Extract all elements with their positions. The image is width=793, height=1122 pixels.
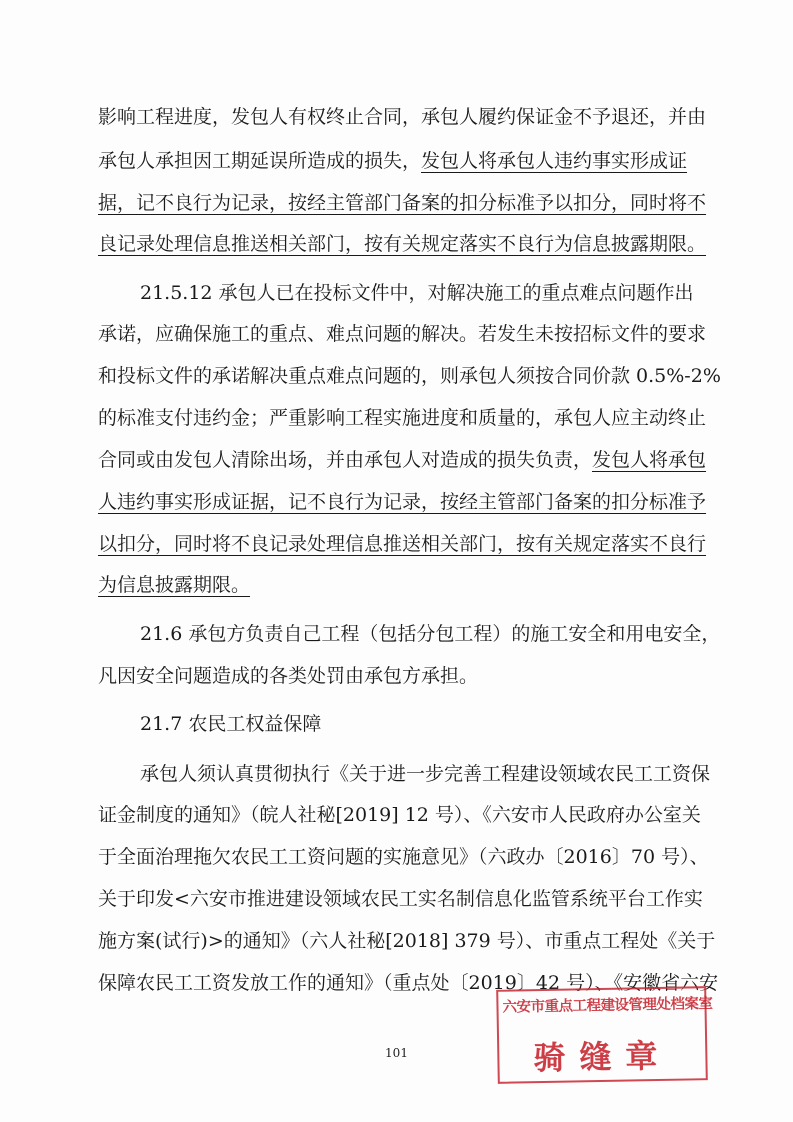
text-line-underlined: 为信息披露期限。 — [98, 574, 251, 596]
text-line: 关于印发<六安市推进建设领域农民工实名制信息化监管系统平台工作实 — [98, 888, 703, 910]
seal-stamp — [496, 986, 713, 1084]
section-heading: 21.7 农民工权益保障 — [140, 713, 322, 735]
text-line: 施方案(试行)>的通知》（六人社秘[2018] 379 号）、市重点工程处《关于 — [98, 930, 716, 952]
text-line-underlined: 以扣分，同时将不良记录处理信息推送相关部门，按有关规定落实不良行 — [98, 533, 707, 555]
text-line: 和投标文件的承诺解决重点难点问题的，则承包人须按合同价款 0.5%-2% — [98, 365, 721, 387]
text-line-underlined: 据，记不良行为记录，按经主管部门备案的扣分标准予以扣分，同时将不 — [98, 192, 707, 214]
text-line: 的标准支付违约金；严重影响工程实施进度和质量的，承包人应主动终止 — [98, 407, 707, 429]
text-line: 证金制度的通知》（皖人社秘[2019] 12 号）、《六安市人民政府办公室关 — [98, 804, 701, 826]
text-line-underlined: 良记录处理信息推送相关部门，按有关规定落实不良行为信息披露期限。 — [98, 233, 707, 255]
page-number: 101 — [385, 1046, 408, 1060]
text-line: 保障农民工工资发放工作的通知》（重点处〔2019〕42 号）、《安徽省六安 — [98, 972, 719, 994]
text-line: 合同或由发包人清除出场，并由承包人对造成的损失负责，发包人将承包 — [98, 449, 707, 471]
paragraph-start: 21.6 承包方负责自己工程（包括分包工程）的施工安全和用电安全， — [140, 623, 721, 645]
text-line-underlined: 人违约事实形成证据，记不良行为记录，按经主管部门备案的扣分标准予 — [98, 491, 707, 513]
text-line: 承包人承担因工期延误所造成的损失，发包人将承包人违约事实形成证 — [98, 150, 688, 172]
text-line: 承诺，应确保施工的重点、难点问题的解决。若发生未按招标文件的要求 — [98, 323, 707, 345]
text-line: 于全面治理拖欠农民工工资问题的实施意见》（六政办〔2016〕70 号）、 — [98, 846, 709, 868]
stamp-label: 骑缝章 — [533, 1036, 672, 1078]
text-line: 影响工程进度，发包人有权终止合同，承包人履约保证金不予退还，并由 — [98, 106, 707, 128]
paragraph-start: 承包人须认真贯彻执行《关于进一步完善工程建设领域农民工工资保 — [140, 763, 711, 785]
text-line: 凡因安全问题造成的各类处罚由承包方承担。 — [98, 665, 479, 687]
paragraph-start: 21.5.12 承包人已在投标文件中，对解决施工的重点难点问题作出 — [140, 282, 694, 304]
stamp-org-text: 六安市重点工程建设管理处档案室 — [502, 996, 713, 1016]
